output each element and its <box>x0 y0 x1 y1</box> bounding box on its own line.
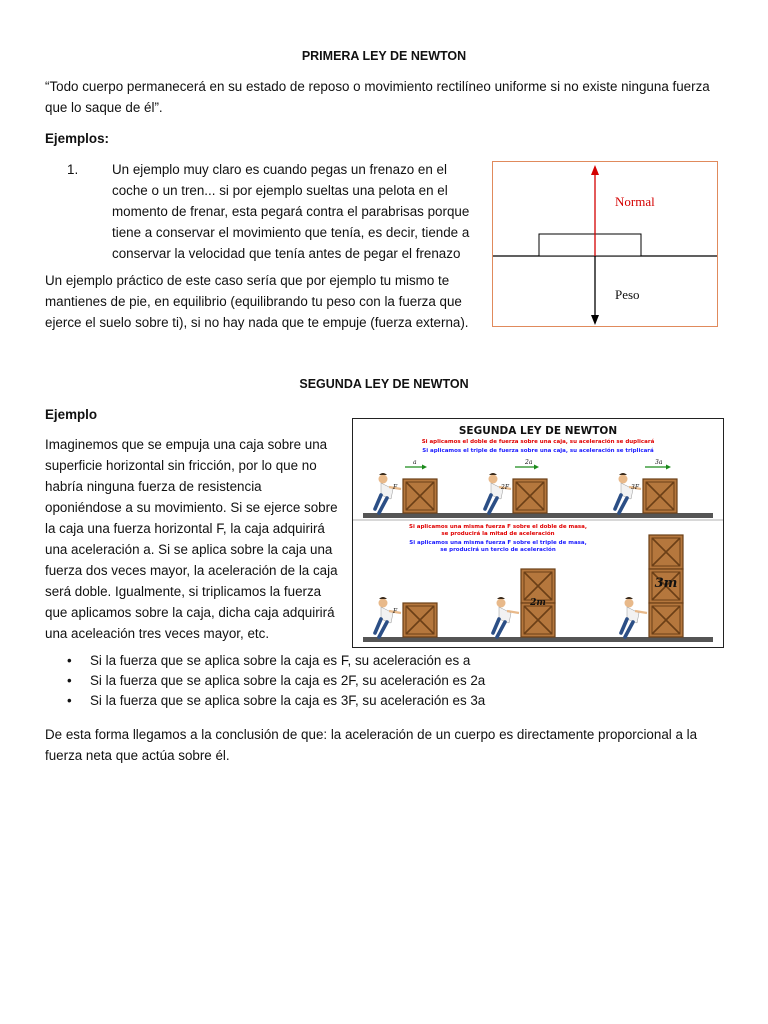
para-line: una aceleración a. Si se aplica sobre la caja una <box>45 542 333 557</box>
person-icon <box>615 473 641 513</box>
crate-icon <box>403 479 437 513</box>
practical-line: mantienes de pie, en equilibrio (equilibrando tu peso con la fuerza que <box>45 294 462 309</box>
crate-icon <box>649 535 683 569</box>
practical-line: ejerce el suelo sobre ti), si no hay nada que te empuje (fuerza externa). <box>45 315 469 330</box>
conclusion-line-2: fuerza neta que actúa sobre él. <box>45 748 230 763</box>
force-label: F <box>393 608 398 615</box>
examples-label: Ejemplos: <box>45 131 109 146</box>
bullet-text: Si la fuerza que se aplica sobre la caja es F, su aceleración es a <box>90 653 471 668</box>
accel-label: 3a <box>655 459 663 466</box>
accel-arrowhead <box>422 465 427 470</box>
quote-line-2: que lo saque de él”. <box>45 100 163 115</box>
list-item-text <box>112 159 480 264</box>
para-line: la caja una fuerza horizontal F, la caja adquirirá <box>45 521 325 536</box>
item-line: Un ejemplo muy claro es cuando pegas un frenazo en el <box>112 162 447 177</box>
quote-line-1: “Todo cuerpo permanecerá en su estado de reposo o movimiento rectilíneo uniforme si no existe ninguna fuerza <box>45 79 710 94</box>
peso-label: Peso <box>615 287 640 302</box>
para-line: fuerza dos veces mayor, la aceleración de la caja <box>45 563 338 578</box>
person-icon <box>621 597 647 637</box>
item-line: coche o un tren... si por ejemplo sueltas una pelota en el <box>112 183 448 198</box>
image-mid-red-2: se producirá la mitad de aceleración <box>441 531 555 537</box>
section1-quote <box>45 76 725 118</box>
image-top-red: Si aplicamos el doble de fuerza sobre una caja, su aceleración se duplicará <box>421 439 655 445</box>
item-line: momento de frenar, esta pegará contra el parabrisas porque <box>112 204 470 219</box>
person-icon <box>485 473 511 513</box>
person-icon <box>493 597 519 637</box>
accel-label: a <box>413 459 417 466</box>
practical-line: Un ejemplo práctico de este caso sería que por ejemplo tu mismo te <box>45 273 450 288</box>
force-label: 2F <box>501 484 509 491</box>
bullet-list <box>67 651 667 711</box>
bullet-symbol: • <box>67 673 72 688</box>
list-item-number: 1. <box>67 162 79 177</box>
example-label: Ejemplo <box>45 407 98 422</box>
practical-example <box>45 270 480 333</box>
conclusion <box>45 724 725 766</box>
para-line: superficie horizontal sin fricción, por lo que no <box>45 458 317 473</box>
image-mid-blue-1: Si aplicamos una misma fuerza F sobre el triple de masa, <box>409 540 587 546</box>
para-line: una aceleación tres veces mayor, etc. <box>45 626 270 641</box>
para-line: será doble. Igualmente, si triplicamos la fuerza <box>45 584 322 599</box>
item-line: tiene a conservar el movimiento que tenía, es decir, tiende a <box>112 225 470 240</box>
image-mid-red-1: Si aplicamos una misma fuerza F sobre el doble de masa, <box>409 524 587 530</box>
image-mid-blue-2: se producirá un tercio de aceleración <box>440 547 556 553</box>
bullet-symbol: • <box>67 693 72 708</box>
second-law-illustration-svg <box>353 419 723 647</box>
para-line: habría ninguna fuerza de resistencia <box>45 479 262 494</box>
bullet-symbol: • <box>67 653 72 668</box>
weight-arrowhead <box>591 315 599 325</box>
list-item <box>67 691 667 711</box>
accel-arrowhead <box>534 465 539 470</box>
force-label: 3F <box>631 484 639 491</box>
section2-title: SEGUNDA LEY DE NEWTON <box>299 377 469 391</box>
image-top-blue: Si aplicamos el triple de fuerza sobre una caja, su aceleración se triplicará <box>422 448 654 454</box>
crate-icon <box>521 603 555 637</box>
crate-icon <box>513 479 547 513</box>
bullet-text: Si la fuerza que se aplica sobre la caja es 2F, su aceleración es 2a <box>90 673 486 688</box>
item-line: conservar la velocidad que tenía antes de pegar el frenazo <box>112 246 461 261</box>
crate-icon <box>649 603 683 637</box>
force-label: F <box>393 484 398 491</box>
conclusion-line-1: De esta forma llegamos a la conclusión de que: la aceleración de un cuerpo es directamente proporcional a la <box>45 727 698 742</box>
accel-label: 2a <box>525 459 533 466</box>
block <box>539 234 641 256</box>
person-icon <box>375 597 401 637</box>
mass-label: 2m <box>530 598 546 608</box>
normal-force-diagram-svg <box>493 162 717 326</box>
list-item <box>67 671 667 691</box>
bullet-text: Si la fuerza que se aplica sobre la caja es 3F, su aceleración es 3a <box>90 693 486 708</box>
mass-label: 3m <box>654 576 678 591</box>
person-icon <box>375 473 401 513</box>
section2-paragraph <box>45 434 340 644</box>
normal-arrowhead <box>591 165 599 175</box>
crate-icon <box>403 603 437 637</box>
accel-arrowhead <box>666 465 671 470</box>
normal-force-diagram <box>492 161 718 327</box>
image-title: SEGUNDA LEY DE NEWTON <box>458 425 618 437</box>
floor-row2 <box>363 637 713 642</box>
para-line: oponiéndose a su movimiento. Si se ejerce sobre <box>45 500 338 515</box>
list-item <box>67 651 667 671</box>
section1-title: PRIMERA LEY DE NEWTON <box>301 49 467 63</box>
normal-label: Normal <box>615 194 655 209</box>
second-law-illustration <box>352 418 724 648</box>
para-line: que aplicamos sobre la caja, dicha caja adquirirá <box>45 605 335 620</box>
crate-icon <box>643 479 677 513</box>
para-line: Imaginemos que se empuja una caja sobre una <box>45 437 328 452</box>
floor-row1 <box>363 513 713 518</box>
